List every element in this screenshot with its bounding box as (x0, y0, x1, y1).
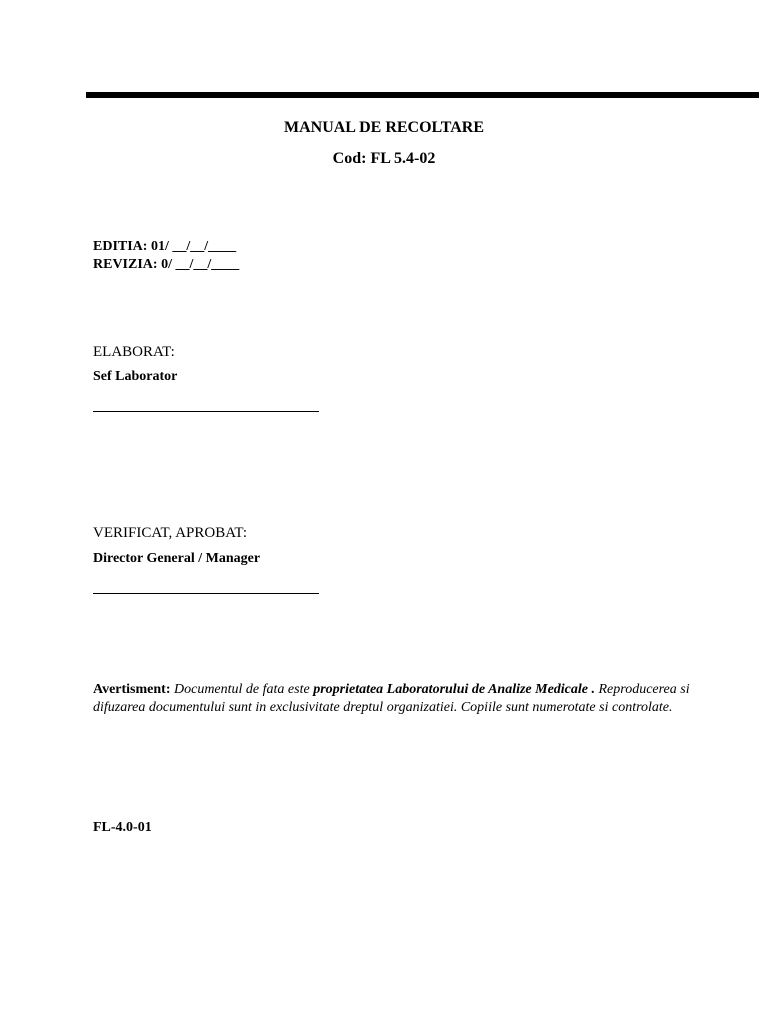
footer-code: FL-4.0-01 (93, 820, 152, 835)
document-title: MANUAL DE RECOLTARE (283, 119, 485, 136)
revision-line: REVIZIA: 0/ __/__/____ (93, 257, 240, 272)
verificat-heading: VERIFICAT, APROBAT: (93, 525, 247, 541)
warning-text-1: Documentul de fata este (170, 682, 314, 697)
warning-paragraph (93, 681, 733, 717)
edition-line: EDITIA: 01/ __/__/____ (93, 239, 237, 254)
verificat-signature-line (93, 593, 319, 594)
elaborat-role: Sef Laborator (93, 369, 178, 384)
warning-label: Avertisment: (93, 682, 171, 697)
header-rule (86, 92, 759, 98)
elaborat-signature-line (93, 411, 319, 412)
warning-owner: proprietatea Laboratorului de Analize Medicale . (313, 682, 595, 697)
warning-text-2: Reproducerea si difuzarea documentului sunt in exclusivitate dreptul organizatiei. Copiile sunt numerotate si controlate. (93, 682, 690, 715)
elaborat-heading: ELABORAT: (93, 344, 175, 360)
verificat-role: Director General / Manager (93, 551, 261, 566)
document-code: Cod: FL 5.4-02 (332, 150, 436, 167)
